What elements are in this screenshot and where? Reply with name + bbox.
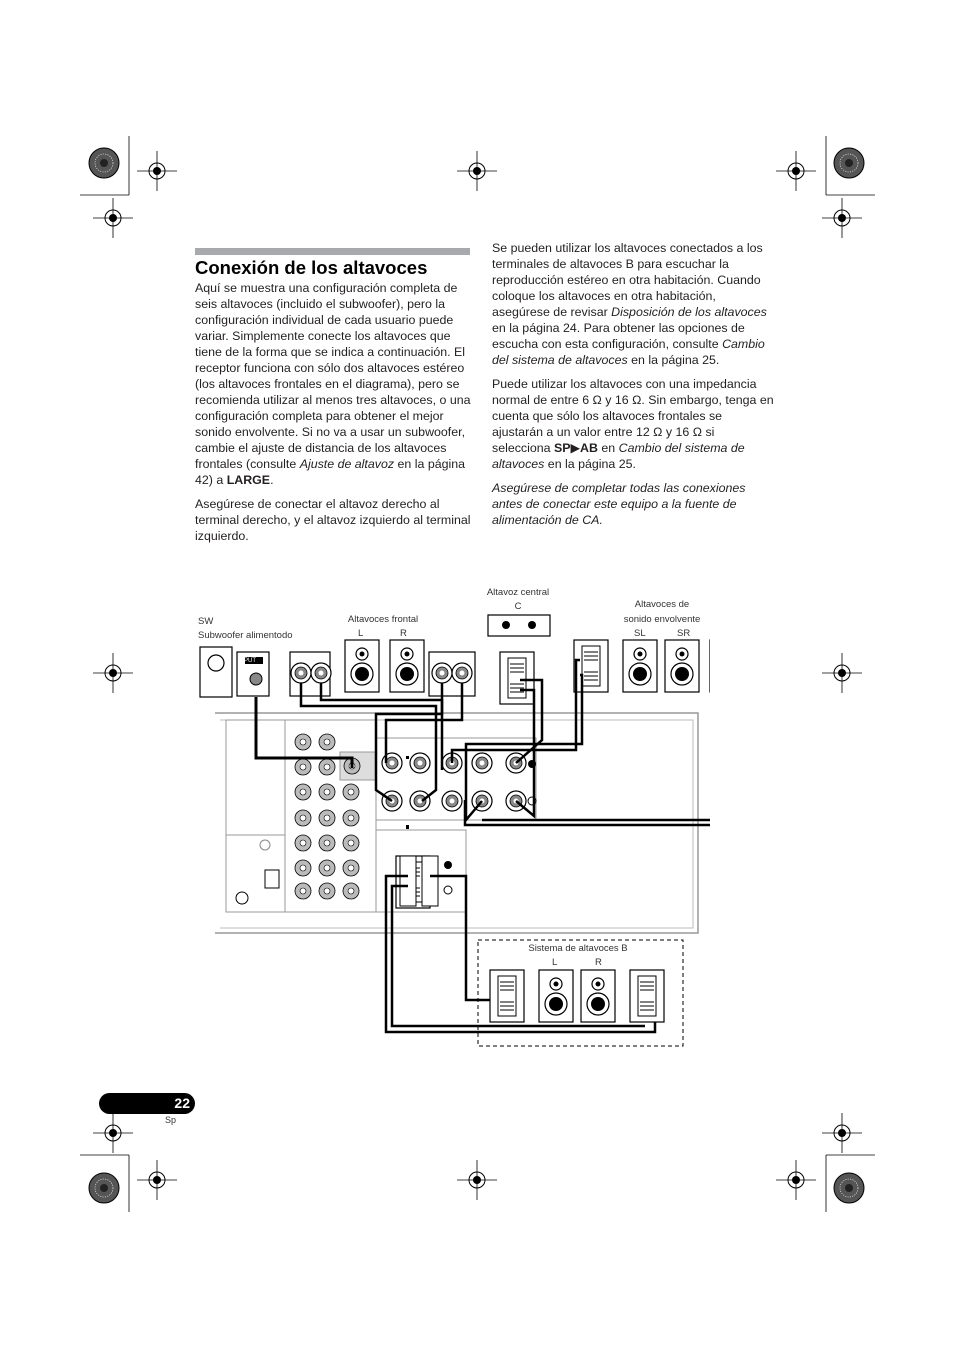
left-right-paragraph: Asegúrese de conectar el altavoz derecho al terminal derecho, y el altavoz izquierdo al terminal izquierdo. bbox=[195, 497, 471, 543]
surround-sr-label: SR bbox=[677, 628, 691, 639]
heading-bar bbox=[195, 248, 470, 255]
surround-label-2: sonido envolvente bbox=[623, 614, 701, 625]
front-l-label: L bbox=[358, 628, 364, 639]
page-language: Sp bbox=[164, 1115, 176, 1125]
intro-paragraph: Aquí se muestra una configuración completa de seis altavoces (incluido el subwoofer), pero la configuración individual de cada usuario puede variar. Simplemente conecte los altavoces que tiene de la forma que se indica a continuación. El receptor funciona con sólo dos altavoces estéreo (los altavoces frontales en el diagrama), pero se recomienda utilizar al menos tres altavoces, o una configuración completa para obtener el mejor sonido envolvente. Si no va a usar un subwoofer, cambie el ajuste de distancia de los altavoces frontales (consulte Ajuste de altavoz en la página 42) a LARGE. bbox=[195, 281, 471, 487]
diagram-drawing bbox=[190, 580, 710, 1060]
b-l-label: L bbox=[552, 957, 558, 968]
page-number: 22 bbox=[174, 1095, 190, 1111]
speaker-b-paragraph: Se pueden utilizar los altavoces conectados a los terminales de altavoces B para escuchar la reproducción estéreo en otra habitación. Cuando coloque los altavoces en otra habitación, asegúrese de revisar Disposición de los altavoces en la página 24. Para obtener las opciones de escucha con esta configuración, consulte Cambio del sistema de altavoces en la página 25. bbox=[492, 241, 767, 367]
surround-label-1: Altavoces de bbox=[634, 599, 690, 610]
section-title: Conexión de los altavoces bbox=[195, 257, 428, 278]
warning-paragraph: Asegúrese de completar todas las conexiones antes de conectar este equipo a la fuente de alimentación de CA. bbox=[492, 481, 746, 527]
sw-label: Subwoofer alimentodo bbox=[198, 630, 293, 641]
center-c-label: C bbox=[514, 601, 522, 612]
center-speaker-label: Altavoz central bbox=[486, 587, 550, 598]
sw-abbr: SW bbox=[198, 616, 214, 627]
speaker-system-b-label: Sistema de altavoces B bbox=[528, 943, 628, 954]
speaker-connection-diagram bbox=[190, 580, 710, 1065]
left-column bbox=[195, 280, 471, 552]
front-speakers-label: Altavoces frontal bbox=[347, 614, 419, 625]
b-r-label: R bbox=[595, 957, 602, 968]
spab-setting: SP▶AB bbox=[554, 441, 598, 455]
front-r-label: R bbox=[400, 628, 407, 639]
right-column bbox=[492, 240, 774, 536]
input-label: INPUT bbox=[238, 658, 256, 664]
ref-ajuste-altavoz: Ajuste de altavoz bbox=[299, 457, 395, 471]
impedance-paragraph: Puede utilizar los altavoces con una impedancia normal de entre 6 Ω y 16 Ω. Sin embargo, tenga en cuenta que sólo los altavoces frontales se ajustarán a un valor entre 12 Ω y 16 Ω si selecciona SP▶AB en Cambio del sistema de altavoces en la página 25. bbox=[492, 377, 774, 471]
surround-sl-label: SL bbox=[634, 628, 646, 639]
large-setting: LARGE bbox=[226, 473, 271, 487]
